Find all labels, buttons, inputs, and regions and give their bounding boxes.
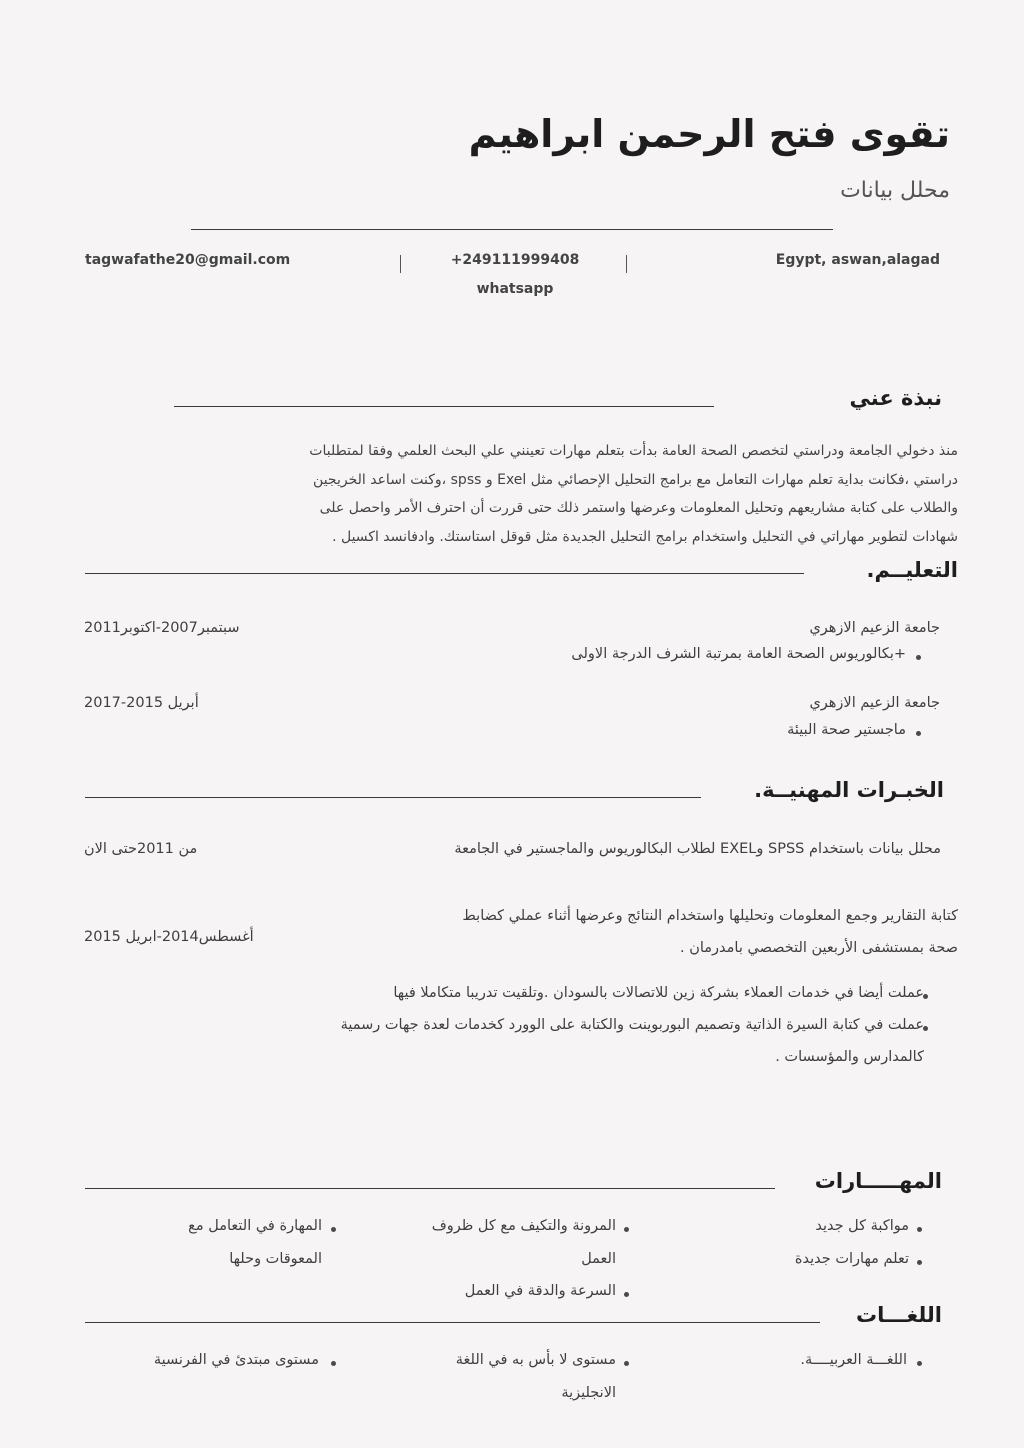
experience-bullet-continued: كالمدارس والمؤسسات . [775,1049,924,1065]
education-detail: ماجستير صحة البيئة [787,722,906,738]
header-divider [191,229,833,230]
skill-item-continued: المعوقات وحلها [229,1251,322,1267]
skill-item-continued: العمل [581,1251,616,1267]
language-item: مستوى لا بأس به في اللغة [455,1352,616,1368]
skill-item: المرونة والتكيف مع كل ظروف [431,1218,616,1234]
education-divider [85,573,804,574]
about-line: والطلاب على كتابة مشاريعهم وتحليل المعلومات وعرضها واستمر ذلك حتى قررت أن احترف الأمر واحصل على [319,500,958,516]
candidate-name: تقوى فتح الرحمن ابراهيم [468,112,950,156]
contact-separator [400,255,401,273]
experience-bullet: عملت أيضا في خدمات العملاء بشركة زين للاتصالات بالسودان .وتلقيت تدريبا متكاملا فيها [393,985,924,1001]
about-line: شهادات لتطوير مهاراتي في التحليل واستخدام برامج التحليل الجديدة مثل قوقل استاستك. وادفانسد اكسيل . [332,528,958,545]
about-divider [174,406,714,407]
skills-divider [85,1188,775,1189]
bullet-dot [916,731,921,736]
education-school: جامعة الزعيم الازهري [809,620,940,636]
about-line: منذ دخولي الجامعة ودراستي لتخصص الصحة العامة بدأت بتعلم مهارات تعينني علي البحث العلمي وفقا لمتطلبات [309,443,958,459]
bullet-dot [331,1227,336,1232]
bullet-dot [917,1260,922,1265]
experience-line: كتابة التقارير وجمع المعلومات وتحليلها واستخدام النتائج وعرضها أثناء عملي كضابط [462,908,958,924]
experience-bullet: عملت في كتابة السيرة الذاتية وتصميم البوربوينت والكتابة على الوورد كخدمات لعدة جهات رسمية [340,1017,924,1033]
bullet-dot [624,1361,629,1366]
bullet-dot [916,655,921,660]
about-paragraph [78,437,958,551]
bullet-dot [331,1361,336,1366]
contact-email[interactable]: tagwafathe20@gmail.com [85,252,291,268]
skills-section-title: المهـــــارات [814,1169,942,1193]
contact-phone[interactable]: +249111999408 [450,252,580,268]
bullet-dot [624,1227,629,1232]
language-item: اللغـــة العربيــــة. [800,1352,907,1368]
education-date: سبتمبر2007-اكتوبر2011 [84,620,240,636]
about-line: دراستي ،فكانت بداية تعلم مهارات التعامل مع برامج التحليل الإحصائي مثل Exel و spss ،وكنت اساعد الخريجين [313,471,958,488]
education-date: أبريل 2015-2017 [84,695,199,711]
experience-entry: محلل بيانات باستخدام SPSS وEXEL لطلاب البكالوريوس والماجستير في الجامعة [454,841,941,857]
languages-divider [85,1322,820,1323]
job-title: محلل بيانات [840,178,950,203]
experience-line: صحة بمستشفى الأربعين التخصصي بامدرمان . [679,940,958,956]
about-section-title: نبذة عني [849,386,942,410]
bullet-dot [917,1227,922,1232]
languages-section-title: اللغـــات [855,1303,942,1327]
contact-separator [626,255,627,273]
contact-location: Egypt, aswan,alagad [775,252,940,268]
skill-item: المهارة في التعامل مع [188,1218,322,1234]
skill-item: السرعة والدقة في العمل [464,1283,616,1299]
experience-divider [85,797,701,798]
experience-date: أغسطس2014-ابريل 2015 [84,929,254,945]
experience-entry [238,900,958,964]
skill-item: مواكبة كل جديد [815,1218,909,1234]
language-item: مستوى مبتدئ في الفرنسية [153,1352,319,1368]
skill-item: تعلم مهارات جديدة [794,1251,909,1267]
education-detail: +بكالوريوس الصحة العامة بمرتبة الشرف الدرجة الاولى [571,646,906,662]
language-item-continued: الانجليزية [561,1385,616,1401]
experience-section-title: الخبـرات المهنيــة. [754,778,944,802]
bullet-dot [624,1292,629,1297]
experience-date: من 2011حتى الان [84,841,198,857]
contact-phone-note: whatsapp [476,281,554,297]
bullet-dot [917,1361,922,1366]
education-section-title: التعليــم. [866,558,958,582]
education-school: جامعة الزعيم الازهري [809,695,940,711]
